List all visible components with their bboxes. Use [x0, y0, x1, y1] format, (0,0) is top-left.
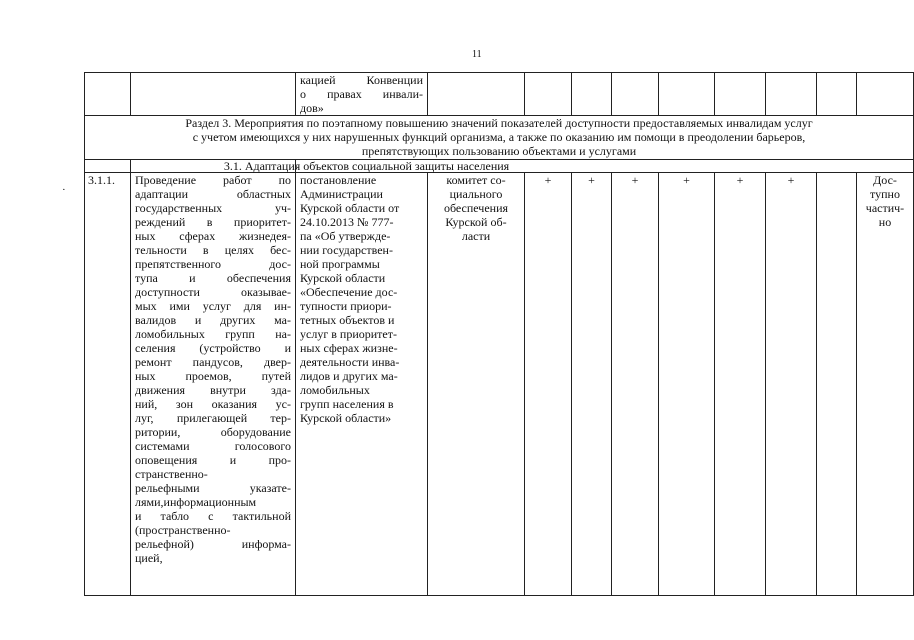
- text-line: оповещения и про-: [135, 453, 291, 467]
- text-line: селения (устройство и: [135, 341, 291, 355]
- cell-empty: [572, 73, 612, 116]
- result-cell: [857, 173, 914, 596]
- text-line: реждений в приоритет-: [135, 215, 291, 229]
- text-line: о правах инвали-: [300, 87, 423, 101]
- description-cell: [131, 173, 296, 596]
- text-line: ных проемов, путей: [135, 369, 291, 383]
- text-line: лями,информационным: [135, 495, 257, 509]
- row-number: 3.1.1.: [85, 173, 131, 596]
- text-line: Курской области: [300, 271, 386, 285]
- text-line: тетных объектов и: [300, 313, 395, 327]
- subsection-row: [85, 160, 914, 173]
- text-line: ломобильных групп на-: [135, 327, 291, 341]
- text-line: Администрации: [300, 187, 383, 201]
- basis-cell: [296, 173, 428, 596]
- text-line: лидов и других ма-: [300, 369, 398, 383]
- margin-mark: ·: [62, 184, 66, 196]
- cell-empty: [612, 73, 659, 116]
- text-line: групп населения в: [300, 397, 394, 411]
- text-line: дов»: [300, 101, 324, 115]
- mark-cell: +: [766, 173, 817, 596]
- text-line: движения внутри зда-: [135, 383, 291, 397]
- mark-cell: +: [715, 173, 766, 596]
- text-line: обеспечения: [443, 201, 509, 215]
- text-line: валидов и других ма-: [135, 313, 291, 327]
- section-heading-row: [85, 116, 914, 160]
- text-line: луг, прилегающей тер-: [135, 411, 291, 425]
- text-line: адаптации областных: [135, 187, 291, 201]
- subsection-title: [223, 159, 914, 173]
- text-line: «Обеспечение дос-: [300, 285, 398, 299]
- text-line: постановление: [300, 173, 377, 187]
- cell-empty: [85, 160, 131, 173]
- text-line: рельефной) информа-: [135, 537, 291, 551]
- cell-empty: [131, 73, 296, 116]
- text-line: услуг в приоритет-: [300, 327, 397, 341]
- text-line: препятственного дос-: [135, 257, 291, 271]
- text-line: тупа и обеспечения: [135, 271, 291, 285]
- mark-cell: +: [572, 173, 612, 596]
- text-line: доступности оказывае-: [135, 285, 291, 299]
- cell-empty: [715, 73, 766, 116]
- text-line: нии государствен-: [300, 243, 393, 257]
- heading-line: Раздел 3. Мероприятия по поэтапному повышению значений показателей доступности предоставляемых инвалидам услуг: [185, 116, 813, 130]
- text-line: ритории, оборудование: [135, 425, 291, 439]
- text-line: странственно-: [135, 467, 208, 481]
- text-line: системами голосового: [135, 439, 291, 453]
- text-line: па «Об утвержде-: [300, 229, 391, 243]
- text-line: Курской области от: [300, 201, 400, 215]
- text-line: тупности приори-: [300, 299, 392, 313]
- cell-empty: [857, 73, 914, 116]
- text-line: циального: [449, 187, 503, 201]
- text-line: мых ими услуг для ин-: [135, 299, 291, 313]
- text-line: кацией Конвенции: [300, 73, 423, 87]
- cell-empty: [85, 73, 131, 116]
- text-line: частич-: [865, 201, 905, 215]
- cell-empty: [659, 73, 715, 116]
- text-line: деятельности инва-: [300, 355, 400, 369]
- text-line: ных сферах жизне-: [300, 341, 398, 355]
- page-number: 11: [472, 49, 482, 60]
- text-line: Проведение работ по: [135, 173, 291, 187]
- subsection-title-text: 3.1. Адаптация объектов социальной защиты населения: [223, 159, 510, 173]
- text-line: и табло с тактильной: [135, 509, 291, 523]
- cell-empty: [817, 73, 857, 116]
- text-line: Курской области»: [300, 411, 392, 425]
- text-line: Дос-: [873, 173, 897, 187]
- text-line: ломобильных: [300, 383, 370, 397]
- continuation-row: [85, 73, 914, 116]
- text-line: ных сферах жизнедея-: [135, 229, 291, 243]
- text-line: 24.10.2013 № 777-: [300, 215, 394, 229]
- text-line: (пространственно-: [135, 523, 231, 537]
- empty-cell: [817, 173, 857, 596]
- section-heading: [85, 116, 914, 160]
- text-line: тупно: [870, 187, 900, 201]
- heading-line: с учетом имеющихся у них нарушенных функций организма, а также по оказанию им помощи в преодолении барьеров,: [192, 130, 806, 144]
- text-line: цией,: [135, 551, 163, 565]
- text-line: ний, зон оказания ус-: [135, 397, 291, 411]
- text-line: тельности в целях бес-: [135, 243, 291, 257]
- cell-empty: [428, 73, 525, 116]
- cell-empty: [525, 73, 572, 116]
- text-line: Курской об-: [445, 215, 507, 229]
- executor-cell: [428, 173, 525, 596]
- text-line: ной программы: [300, 257, 380, 271]
- continuation-text: [296, 73, 428, 116]
- mark-cell: +: [525, 173, 572, 596]
- table-row: [85, 173, 914, 596]
- heading-line: препятствующих пользованию объектами и услугами: [361, 144, 637, 158]
- text-line: государственных уч-: [135, 201, 291, 215]
- measures-table: [84, 72, 914, 596]
- text-line: но: [878, 215, 892, 229]
- text-line: ласти: [461, 229, 491, 243]
- text-line: ремонт пандусов, двер-: [135, 355, 291, 369]
- mark-cell: +: [659, 173, 715, 596]
- text-line: комитет со-: [446, 173, 506, 187]
- text-line: рельефными указате-: [135, 481, 291, 495]
- cell-empty: [766, 73, 817, 116]
- mark-cell: +: [612, 173, 659, 596]
